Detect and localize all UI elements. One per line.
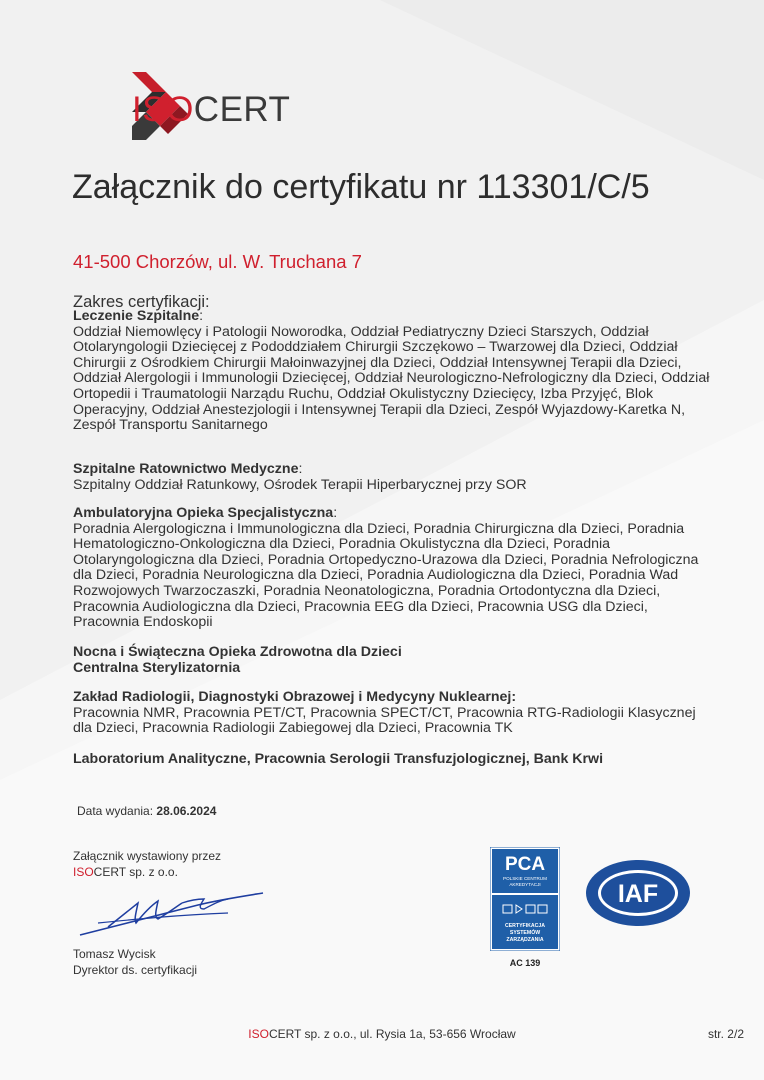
svg-text:POLSKIE CENTRUM: POLSKIE CENTRUM [503, 876, 547, 881]
section-heading: Leczenie Szpitalne [73, 308, 200, 324]
section-text: Poradnia Alergologiczna i Immunologiczna dla Dzieci, Poradnia Chirurgiczna dla Dzieci, Poradnia Hematologiczno-Onkologiczna dla Dzieci, Poradnia Okulistyczna dla Dzieci, Poradnia Otolaryngologiczna dla Dzieci, Poradnia Ortopedyczno-Urazowa dla Dzieci, Poradnia Nefrologiczna dla Dzieci, Poradnia Neurologiczna dla Dzieci, Poradnia Audiologiczna dla Dzieci, Poradnia Wad Rozwojowych Twarzoczaszki, Poradnia Neonatologiczna, Poradnia Ortodontyczna dla Dzieci, Pracownia Audiologiczna dla Dzieci, Pracownia EEG dla Dzieci, Pracownia USG dla Dzieci, Pracownia Endoskopii [73, 520, 699, 631]
section-heading: Szpitalne Ratownictwo Medyczne [73, 461, 299, 477]
issue-date [77, 804, 216, 818]
section-hospital-treatment: Leczenie Szpitalne: Oddział Niemowlęcy i Patologii Noworodka, Oddział Pediatryczny Dzieci Starszych, Oddział Otolaryngologii Dziecięcej z Pododdziałem Chirurgii Szczękowo – Twarzowej dla Dzieci, Oddział Chirurgii z Ośrodkiem Chirurgii Małoinwazyjnej dla Dzieci, Oddział Intensywnej Terapii dla Dzieci, Oddział Alergologii i Immunologii Dziecięcej, Oddział Neurologiczno-Nefrologiczny dla Dzieci, Oddział Ortopedii i Traumatologii Narządu Ruchu, Oddział Okulistyczny Dziecięcy, Izba Przyjęć, Blok Operacyjny, Oddział Anestezjologii i Intensywnej Terapii dla Dzieci, Zespół Wyjazdowy-Karetka N, Zespół Transportu Sanitarnego [73, 308, 710, 434]
pca-accreditation-number: AC 139 [509, 958, 541, 968]
section-heading: Ambulatoryjna Opieka Specjalistyczna [73, 505, 334, 521]
isocert-logo-text: ISOCERT [132, 90, 291, 129]
svg-text:CERTYFIKACJA: CERTYFIKACJA [504, 923, 546, 929]
issue-date-value: 28.06.2024 [156, 804, 217, 818]
issue-date-label: Data wydania: [77, 804, 154, 818]
svg-text:IAF: IAF [617, 880, 659, 908]
document-title: Załącznik do certyfikatu nr 113301/C/5 [72, 168, 650, 206]
issued-by: Załącznik wystawiony przez ISOCERT sp. z o.o. [73, 849, 222, 879]
section-radiology [73, 690, 713, 737]
page-number: str. 2/2 [707, 1027, 744, 1041]
signer-name: Tomasz Wycisk [73, 947, 156, 961]
svg-text:SYSTEMÓW: SYSTEMÓW [509, 930, 541, 936]
section-text: Oddział Niemowlęcy i Patologii Noworodka, Oddział Pediatryczny Dzieci Starszych, Oddział Otolaryngologii Dziecięcej z Pododdziałem Chirurgii Szczękowo – Twarzowej dla Dzieci, Oddział Chirurgii z Ośrodkiem Chirurgii Małoinwazyjnej dla Dzieci, Oddział Intensywnej Terapii dla Dzieci, Oddział Alergologii i Immunologii Dziecięcej, Oddział Neurologiczno-Nefrologiczny dla Dzieci, Oddział Ortopedii i Traumatologii Narządu Ruchu, Oddział Okulistyczny Dziecięcy, Izba Przyjęć, Blok Operacyjny, Oddział Anestezjologii i Intensywnej Terapii dla Dzieci, Zespół Wyjazdowy-Karetka N, Zespół Transportu Sanitarnego [73, 323, 710, 434]
certified-address: 41-500 Chorzów, ul. W. Truchana 7 [73, 251, 362, 272]
signature [78, 885, 268, 940]
svg-text:AKREDYTACJI: AKREDYTACJI [509, 882, 541, 887]
section-text: Szpitalny Oddział Ratunkowy, Ośrodek Terapii Hiperbarycznej przy SOR [73, 476, 527, 493]
sterilization-line: Centralna Sterylizatornia [73, 659, 241, 676]
footer-address: ISOCERT sp. z o.o., ul. Rysia 1a, 53-656 Wrocław [248, 1027, 516, 1041]
scope-label: Zakres certyfikacji: [73, 293, 210, 311]
section-laboratory: Laboratorium Analityczne, Pracownia Serologii Transfuzjologicznej, Bank Krwi [73, 751, 604, 767]
iaf-logo [585, 859, 691, 927]
section-text: Pracownia NMR, Pracownia PET/CT, Pracownia SPECT/CT, Pracownia RTG-Radiologii Klasycznej dla Dzieci, Pracownia Radiologii Zabiegowej dla Dzieci, Pracownia TK [73, 704, 696, 737]
svg-text:ZARZĄDZANIA: ZARZĄDZANIA [506, 937, 544, 943]
signer [73, 947, 197, 978]
night-care-line: Nocna i Świąteczna Opieka Zdrowotna dla Dzieci [73, 644, 402, 660]
pca-accreditation-badge [490, 847, 560, 951]
section-heading: Zakład Radiologii, Diagnostyki Obrazowej i Medycyny Nuklearnej: [73, 689, 517, 705]
svg-text:PCA: PCA [504, 854, 546, 875]
section-night-care [73, 645, 713, 676]
section-emergency: Szpitalne Ratownictwo Medyczne: Szpitalny Oddział Ratunkowy, Ośrodek Terapii Hiperbarycznej przy SOR [73, 461, 527, 493]
section-outpatient: Ambulatoryjna Opieka Specjalistyczna: Poradnia Alergologiczna i Immunologiczna dla Dzieci, Poradnia Chirurgiczna dla Dzieci, Poradnia Hematologiczno-Onkologiczna dla Dzieci, Poradnia Okulistyczna dla Dzieci, Poradnia Otolaryngologiczna dla Dzieci, Poradnia Ortopedyczno-Urazowa dla Dzieci, Poradnia Nefrologiczna dla Dzieci, Poradnia Neurologiczna dla Dzieci, Poradnia Audiologiczna dla Dzieci, Poradnia Wad Rozwojowych Twarzoczaszki, Poradnia Neonatologiczna, Poradnia Ortodontyczna dla Dzieci, Pracownia Audiologiczna dla Dzieci, Pracownia EEG dla Dzieci, Pracownia USG dla Dzieci, Pracownia Endoskopii [73, 505, 699, 631]
signer-role: Dyrektor ds. certyfikacji [73, 962, 198, 977]
